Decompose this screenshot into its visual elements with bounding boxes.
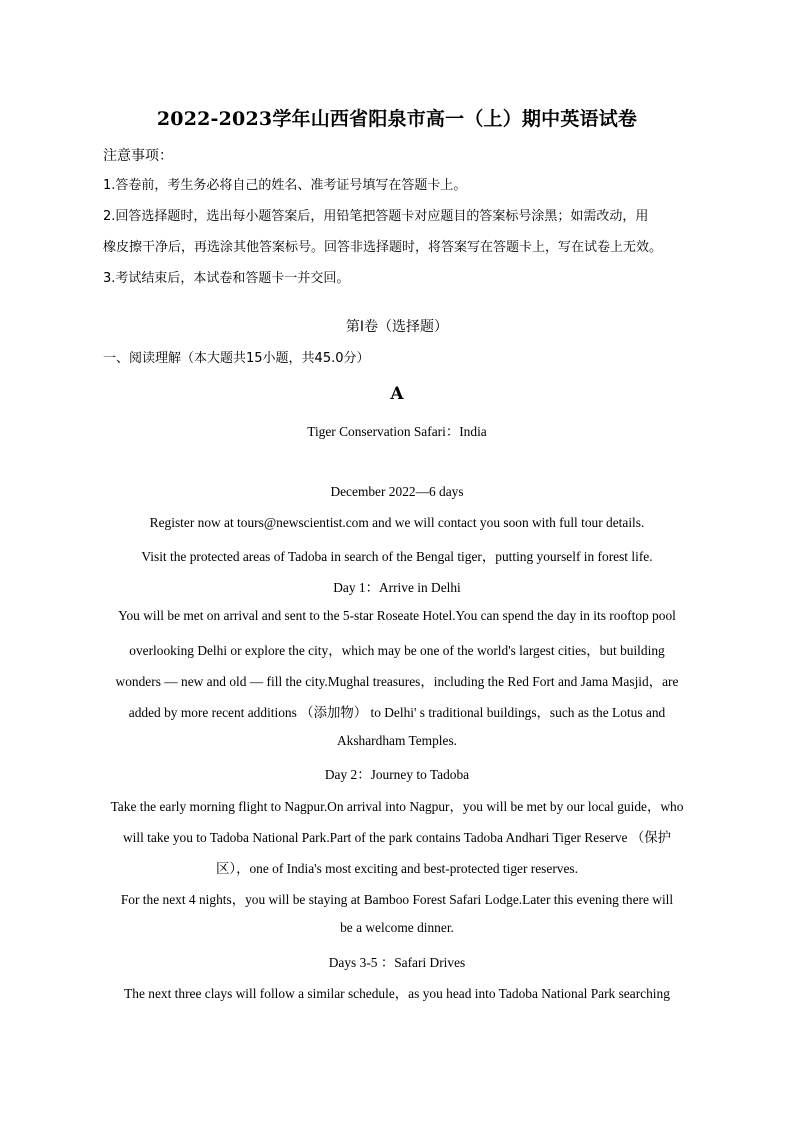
passage-line: Register now at tours@newscientist.com and we will contact you soon with full tour details.	[149, 515, 645, 530]
section-title: 第I卷（选择题）	[345, 319, 449, 335]
passage-line: will take you to Tadoba National Park.Part of the park contains Tadoba Andhari Tiger Reserve （保护	[122, 830, 672, 845]
passage-line: December 2022—6 days	[330, 484, 464, 499]
notice-line: 1.答卷前，考生务必将自己的姓名、准考证号填写在答题卡上。	[103, 178, 467, 193]
passage-line: added by more recent additions （添加物） to Delhi' s traditional buildings，such as the Lotus and	[128, 705, 666, 720]
passage-line: For the next 4 nights，you will be staying at Bamboo Forest Safari Lodge.Later this evening there will	[120, 892, 674, 907]
passage-line: The next three clays will follow a similar schedule，as you head into Tadoba National Park searching	[124, 986, 670, 1001]
passage-line: overlooking Delhi or explore the city，which may be one of the world's largest cities，but building	[129, 643, 665, 658]
passage-line: be a welcome dinner.	[340, 920, 454, 935]
notice-line: 橡皮擦干净后，再选涂其他答案标号。回答非选择题时，将答案写在答题卡上，写在试卷上无效。	[103, 240, 663, 255]
passage-line: You will be met on arrival and sent to the 5-star Roseate Hotel.You can spend the day in its rooftop pool	[118, 608, 676, 623]
passage-line: 区），one of India's most exciting and best-protected tiger reserves.	[216, 861, 578, 876]
notice-heading: 注意事项：	[103, 148, 173, 164]
passage-line: Akshardham Temples.	[336, 733, 458, 748]
exam-title: 2022-2023学年山西省阳泉市高一（上）期中英语试卷	[156, 108, 638, 130]
passage-line: Days 3-5 ：Safari Drives	[328, 955, 466, 970]
notice-line: 3.考试结束后，本试卷和答题卡一并交回。	[103, 271, 350, 286]
passage-line: Day 1：Arrive in Delhi	[333, 580, 461, 595]
passage-line: Day 2：Journey to Tadoba	[324, 767, 470, 782]
passage-heading: Tiger Conservation Safari：India	[307, 424, 487, 439]
part-title: 一、阅读理解（本大题共15小题，共45.0分）	[103, 351, 370, 366]
passage-line: Visit the protected areas of Tadoba in search of the Bengal tiger，putting yourself in forest life.	[141, 549, 653, 564]
passage-line: Take the early morning flight to Nagpur.On arrival into Nagpur，you will be met by our local guide，who	[110, 799, 684, 814]
passage-line: wonders — new and old — fill the city.Mughal treasures，including the Red Fort and Jama Masjid，are	[115, 674, 679, 689]
passage-label: A	[390, 384, 404, 404]
notice-line: 2.回答选择题时，选出每小题答案后，用铅笔把答题卡对应题目的答案标号涂黑；如需改动，用	[103, 209, 649, 224]
